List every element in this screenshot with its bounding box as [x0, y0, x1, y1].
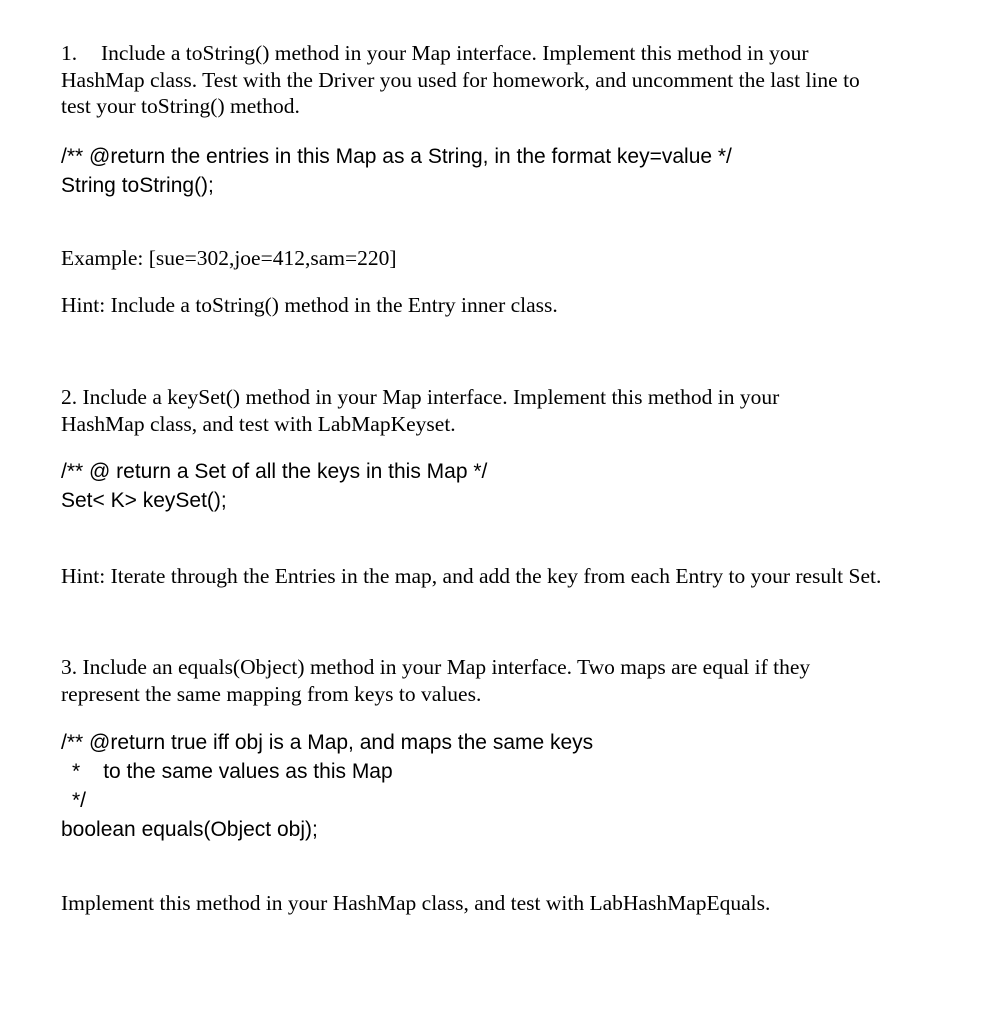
section-2-line-2: HashMap class, and test with LabMapKeyset. [61, 411, 456, 436]
section-2-code [61, 457, 971, 515]
section-2-instructions [61, 384, 971, 437]
section-1-line-1-text: Include a toString() method in your Map interface. Implement this method in your [101, 41, 809, 65]
section-1-instructions [61, 40, 971, 120]
section-3-code [61, 728, 971, 844]
equals-javadoc-line-2 [61, 757, 971, 786]
tostring-javadoc: /** @return the entries in this Map as a String, in the format key=value */ [61, 145, 732, 168]
keyset-javadoc: /** @ return a Set of all the keys in this Map */ [61, 460, 488, 483]
section-3-instructions [61, 654, 971, 707]
section-1-line-2: HashMap class. Test with the Driver you used for homework, and uncomment the last line to [61, 67, 860, 92]
section-1-number: 1. [61, 41, 78, 65]
section-3-closing: Implement this method in your HashMap class, and test with LabHashMapEquals. [61, 891, 771, 915]
section-1-code [61, 142, 971, 200]
equals-javadoc-line-3: */ [72, 789, 87, 812]
equals-javadoc-line-1: /** @return true iff obj is a Map, and maps the same keys [61, 731, 594, 754]
section-2-line-1: 2. Include a keySet() method in your Map interface. Implement this method in your [61, 385, 780, 409]
tostring-signature: String toString(); [61, 174, 214, 197]
section-1-hint: Hint: Include a toString() method in the Entry inner class. [61, 293, 558, 317]
keyset-signature: Set< K> keySet(); [61, 489, 227, 512]
equals-javadoc-star: * [72, 760, 81, 783]
section-2-hint: Hint: Iterate through the Entries in the map, and add the key from each Entry to your result Set. [61, 564, 882, 588]
section-1-example: Example: [sue=302,joe=412,sam=220] [61, 246, 397, 270]
equals-javadoc-line-2-text: to the same values as this Map [103, 760, 393, 783]
section-1-line-1 [61, 40, 971, 67]
section-3-line-2: represent the same mapping from keys to values. [61, 681, 482, 706]
section-3-line-1: 3. Include an equals(Object) method in your Map interface. Two maps are equal if they [61, 655, 811, 679]
section-1-line-3: test your toString() method. [61, 94, 300, 118]
equals-signature: boolean equals(Object obj); [61, 818, 318, 841]
